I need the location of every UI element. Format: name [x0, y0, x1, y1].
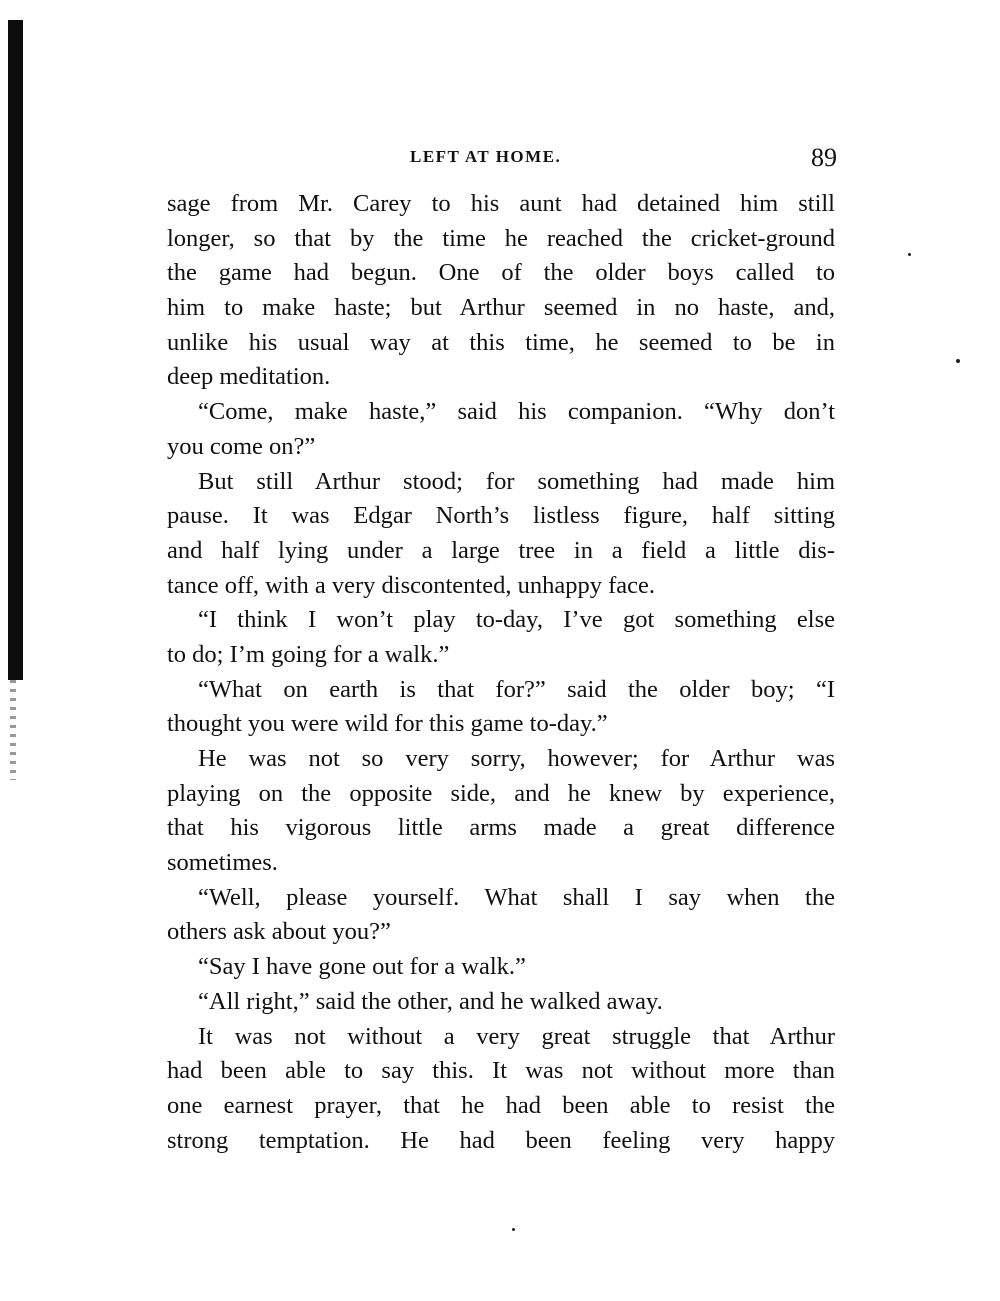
running-title: LEFT AT HOME.	[410, 147, 562, 166]
paper-speck	[956, 359, 960, 363]
text-line: “What on earth is that for?” said the older boy; “I	[198, 675, 835, 703]
text-line: pause. It was Edgar North’s listless figure, half sitting	[167, 502, 835, 530]
text-line: sometimes.	[167, 849, 278, 877]
text-line: had been able to say this. It was not without more than	[167, 1057, 835, 1085]
running-head	[0, 143, 1000, 173]
text-line: longer, so that by the time he reached the cricket-ground	[167, 224, 835, 252]
text-line: deep meditation.	[167, 363, 331, 391]
text-line: He was not so very sorry, however; for Arthur was	[198, 745, 835, 772]
text-line: unlike his usual way at this time, he seemed to be in	[167, 328, 835, 356]
text-line: him to make haste; but Arthur seemed in no haste, and,	[167, 294, 835, 322]
paper-speck	[908, 253, 911, 256]
page-number: 89	[811, 143, 837, 172]
text-line: thought you were wild for this game to-day.”	[167, 710, 608, 738]
text-line: that his vigorous little arms made a great difference	[167, 814, 835, 842]
page-binding-shadow	[8, 20, 23, 680]
text-line: “Well, please yourself. What shall I say when the	[198, 883, 835, 911]
text-line: you come on?”	[167, 432, 316, 460]
paper-speck	[512, 1228, 515, 1231]
text-line: “All right,” said the other, and he walked away.	[198, 987, 663, 1015]
text-line: others ask about you?”	[167, 918, 391, 946]
text-line: playing on the opposite side, and he knew by experience,	[167, 779, 835, 807]
text-line: to do; I’m going for a walk.”	[167, 640, 450, 668]
text-line: But still Arthur stood; for something had made him	[198, 467, 835, 495]
text-line: and half lying under a large tree in a field a little dis-	[167, 536, 835, 564]
text-line: It was not without a very great struggle that Arthur	[198, 1022, 835, 1050]
text-line: “I think I won’t play to-day, I’ve got something else	[198, 606, 835, 634]
text-line: sage from Mr. Carey to his aunt had detained him still	[167, 190, 835, 217]
body-text	[167, 187, 835, 1158]
text-line: “Say I have gone out for a walk.”	[198, 953, 526, 981]
text-line: strong temptation. He had been feeling very happy	[167, 1126, 835, 1154]
text-line: tance off, with a very discontented, unhappy face.	[167, 571, 656, 599]
text-line: “Come, make haste,” said his companion. “Why don’t	[198, 398, 835, 426]
page-binding-fray	[10, 680, 16, 780]
text-line: the game had begun. One of the older boys called to	[167, 259, 835, 287]
text-line: one earnest prayer, that he had been able to resist the	[167, 1091, 835, 1119]
